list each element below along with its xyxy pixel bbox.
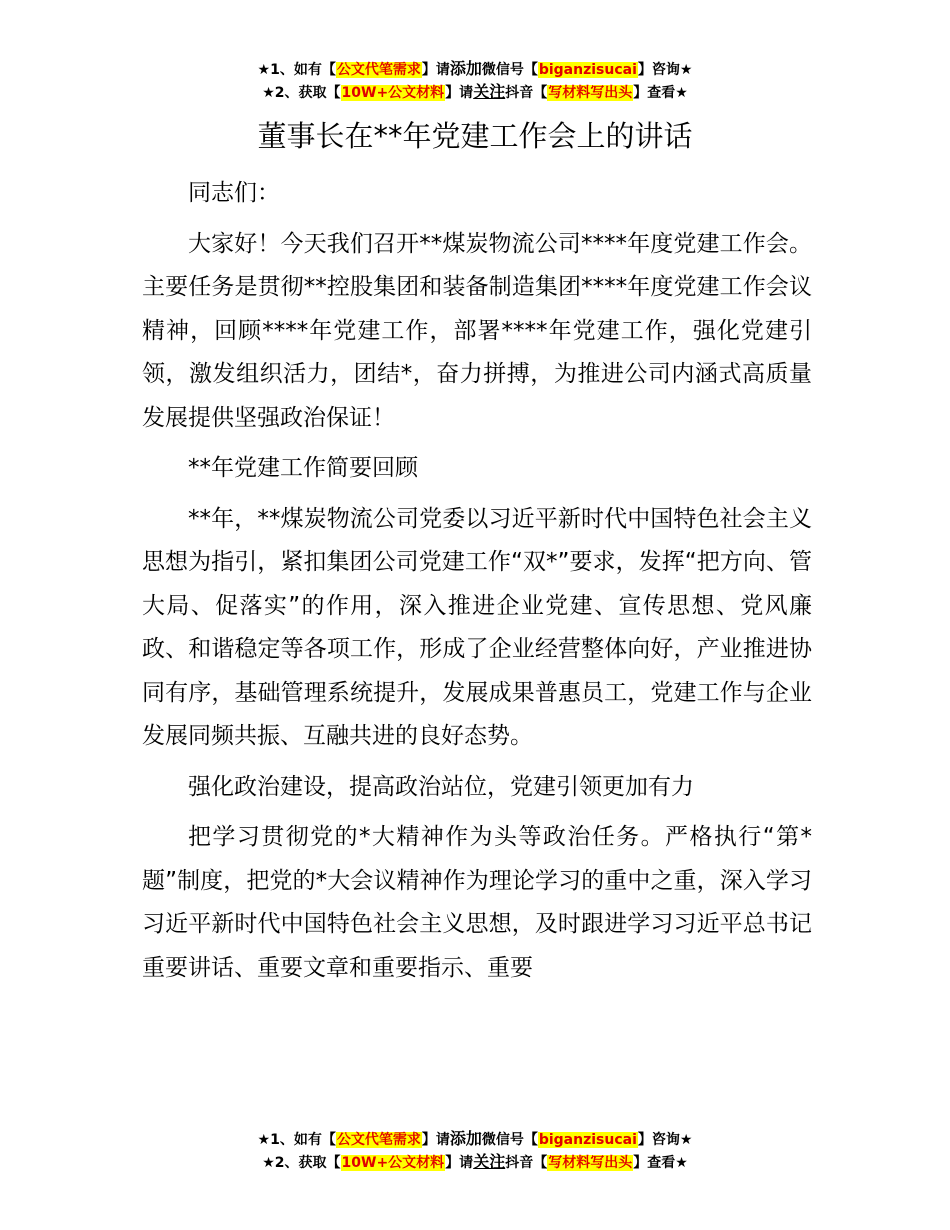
highlight-wechat-id: biganzisucai [538,62,637,78]
banner-text: ★1、如有【 [257,62,336,78]
highlight-materials: 10W+公文材料 [341,85,445,101]
banner-line-2 [0,81,950,104]
banner-line-1 [0,1128,950,1151]
banner-line-2 [0,1151,950,1174]
banner-text: 】查看★ [633,1155,688,1171]
banner-text: 】咨询★ [637,62,693,78]
highlight-douyin: 写材料写出头 [548,1155,633,1171]
banner-text: 抖音【 [505,1155,548,1171]
footer-banner [0,1128,950,1174]
salutation: 同志们： [188,180,280,206]
banner-text: 微信号【 [481,62,538,78]
banner-text: 抖音【 [505,85,548,101]
banner-emphasis: 添加 [449,1129,482,1148]
banner-text: ★1、如有【 [257,1132,336,1148]
highlight-service: 公文代笔需求 [336,1132,421,1148]
section-heading: 强化政治建设，提高政治站位，党建引领更加有力 [188,773,694,800]
banner-text: 】请 [445,1155,474,1171]
highlight-douyin: 写材料写出头 [548,85,633,101]
paragraph: 把学习贯彻党的*大精神作为头等政治任务。严格执行“第*题”制度，把党的*大会议精神作为理论学习的重中之重，深入学习习近平新时代中国特色社会主义思想，及时跟进学习习近平总书记重要讲话、重要文章和重要指示、重要 [142,824,812,981]
highlight-materials: 10W+公文材料 [341,1155,445,1171]
banner-emphasis: 关注 [473,1152,506,1171]
section-heading: **年党建工作简要回顾 [188,455,418,481]
highlight-wechat-id: biganzisucai [538,1132,637,1148]
banner-line-1 [0,58,950,81]
banner-text: 】请 [421,1132,450,1148]
banner-text: ★2、获取【 [262,85,341,101]
highlight-service: 公文代笔需求 [336,62,421,78]
document-title: 董事长在**年党建工作会上的讲话 [257,119,693,153]
banner-emphasis: 添加 [449,59,482,78]
banner-text: 】请 [445,85,474,101]
banner-text: ★2、获取【 [262,1155,341,1171]
paragraph: **年，**煤炭物流公司党委以习近平新时代中国特色社会主义思想为指引，紧扣集团公司党建工作“双*”要求，发挥“把方向、管大局、促落实”的作用，深入推进企业党建、宣传思想、党风廉政、和谐稳定等各项工作，形成了企业经营整体向好，产业推进协同有序，基础管理系统提升，发展成果普惠员工，党建工作与企业发展同频共振、互融共进的良好态势。 [142,505,812,749]
banner-emphasis: 关注 [473,82,506,101]
banner-text: 】请 [421,62,450,78]
header-banner [0,58,950,104]
banner-text: 微信号【 [481,1132,538,1148]
paragraph: 大家好！今天我们召开**煤炭物流公司****年度党建工作会。主要任务是贯彻**控股集团和装备制造集团****年度党建工作会议精神，回顾****年党建工作，部署****年党建工作，强化党建引领，激发组织活力，团结*，奋力拼搏，为推进公司内涵式高质量发展提供坚强政治保证！ [142,230,812,431]
banner-text: 】查看★ [633,85,688,101]
banner-text: 】咨询★ [637,1132,693,1148]
document-body [142,172,812,997]
